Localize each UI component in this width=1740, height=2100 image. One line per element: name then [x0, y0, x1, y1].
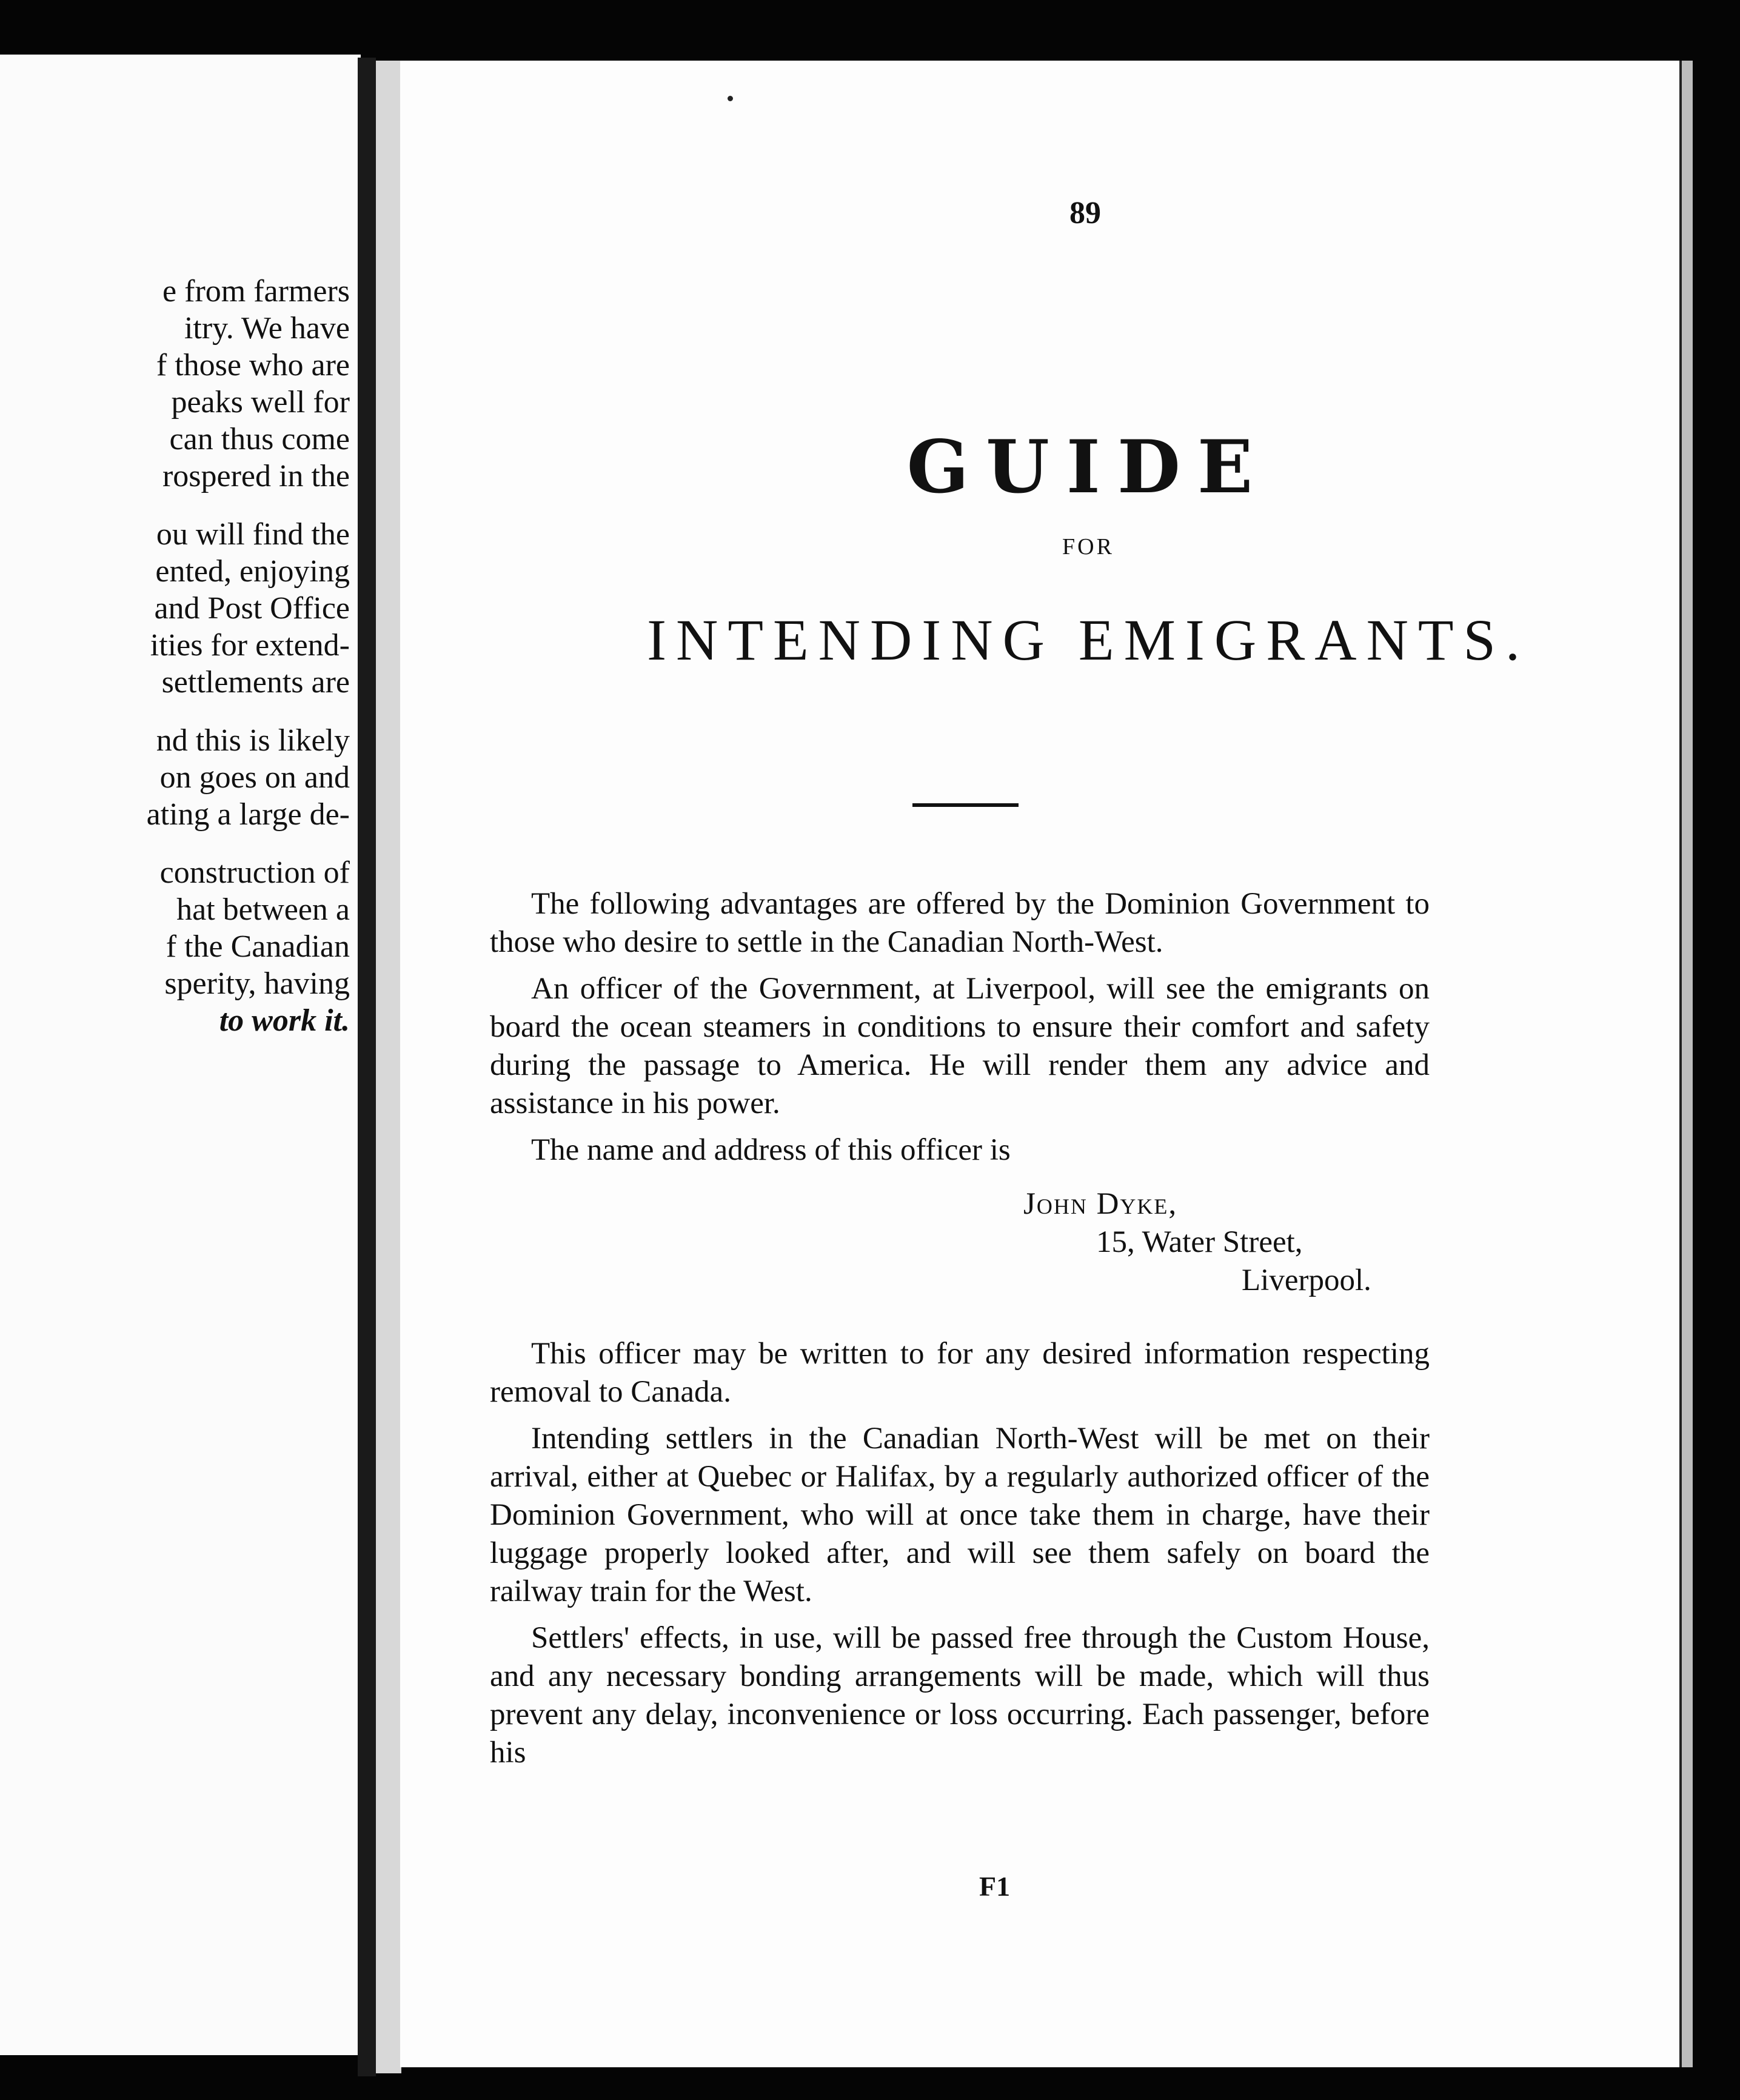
print-speck [728, 96, 733, 101]
left-line: f those who are [156, 348, 350, 383]
left-line: nd this is likely [156, 723, 350, 758]
italic-phrase: to work it. [219, 1003, 350, 1038]
left-paragraph-1 [0, 273, 350, 495]
left-facing-page [0, 55, 361, 2055]
book-gutter [376, 61, 401, 2073]
officer-address [490, 1185, 1430, 1300]
signature-mark: F1 [979, 1871, 1011, 1902]
left-line: and Post Office [154, 591, 350, 626]
paragraph-settlers-met: Intending settlers in the Canadian North-West will be met on their arrival, either at Quebec or Halifax, by a regularly authorized officer of the Dominion Government, who will at once take them in charge, have their luggage properly looked after, and will see them safely on board the railway train for the West. [490, 1422, 1430, 1608]
left-paragraph-2 [0, 516, 350, 701]
paragraph-settlers-effects: Settlers' effects, in use, will be passed free through the Custom House, and any necessary bonding arrangements will be made, which will thus prevent any delay, inconvenience or loss occurring. Each passenger, before his [490, 1621, 1430, 1770]
left-line: can thus come [169, 422, 350, 456]
title-guide: GUIDE [906, 424, 1270, 510]
left-line: sperity, having [164, 966, 350, 1001]
body-text [490, 885, 1430, 1781]
left-line: rospered in the [162, 459, 350, 493]
title-for: FOR [1062, 534, 1114, 560]
title-intending-emigrants: INTENDING EMIGRANTS. [647, 607, 1530, 672]
paragraph-written-to: This officer may be written to for any desired information respecting removal to Canada. [490, 1337, 1430, 1409]
paragraph-officer: An officer of the Government, at Liverpool, will see the emigrants on board the ocean steamers in conditions to ensure their comfort and safety during the passage to America. He will render them any advice and assistance in his power. [490, 972, 1430, 1120]
left-page-text [0, 273, 350, 1060]
left-line: peaks well for [171, 385, 350, 420]
left-line: ented, enjoying [155, 554, 350, 589]
title-divider-rule [912, 803, 1019, 807]
page-edge [1679, 61, 1693, 2067]
left-line: ities for extend- [150, 628, 350, 663]
left-line: on goes on and [159, 760, 350, 795]
paragraph-officer-name: The name and address of this officer is [531, 1133, 1011, 1167]
book-gutter-shadow [358, 58, 376, 2076]
left-line-italic [0, 1002, 350, 1039]
left-line: itry. We have [184, 311, 350, 346]
main-page [400, 61, 1679, 2067]
left-line: ating a large de- [146, 797, 350, 832]
left-line: f the Canadian [166, 929, 350, 964]
left-line: construction of [159, 855, 350, 890]
officer-city: Liverpool. [1242, 1263, 1371, 1297]
page-number: 89 [1069, 196, 1101, 230]
left-line: e from farmers [162, 274, 350, 309]
left-line: hat between a [176, 892, 350, 927]
left-paragraph-4 [0, 854, 350, 1039]
officer-street: 15, Water Street, [1096, 1225, 1303, 1259]
left-line: ou will find the [156, 517, 350, 552]
officer-name: John Dyke, [1023, 1187, 1178, 1221]
left-line: settlements are [161, 665, 350, 700]
left-paragraph-3 [0, 722, 350, 833]
paragraph-advantages: The following advantages are offered by the Dominion Government to those who desire to settle in the Canadian North-West. [490, 887, 1430, 959]
